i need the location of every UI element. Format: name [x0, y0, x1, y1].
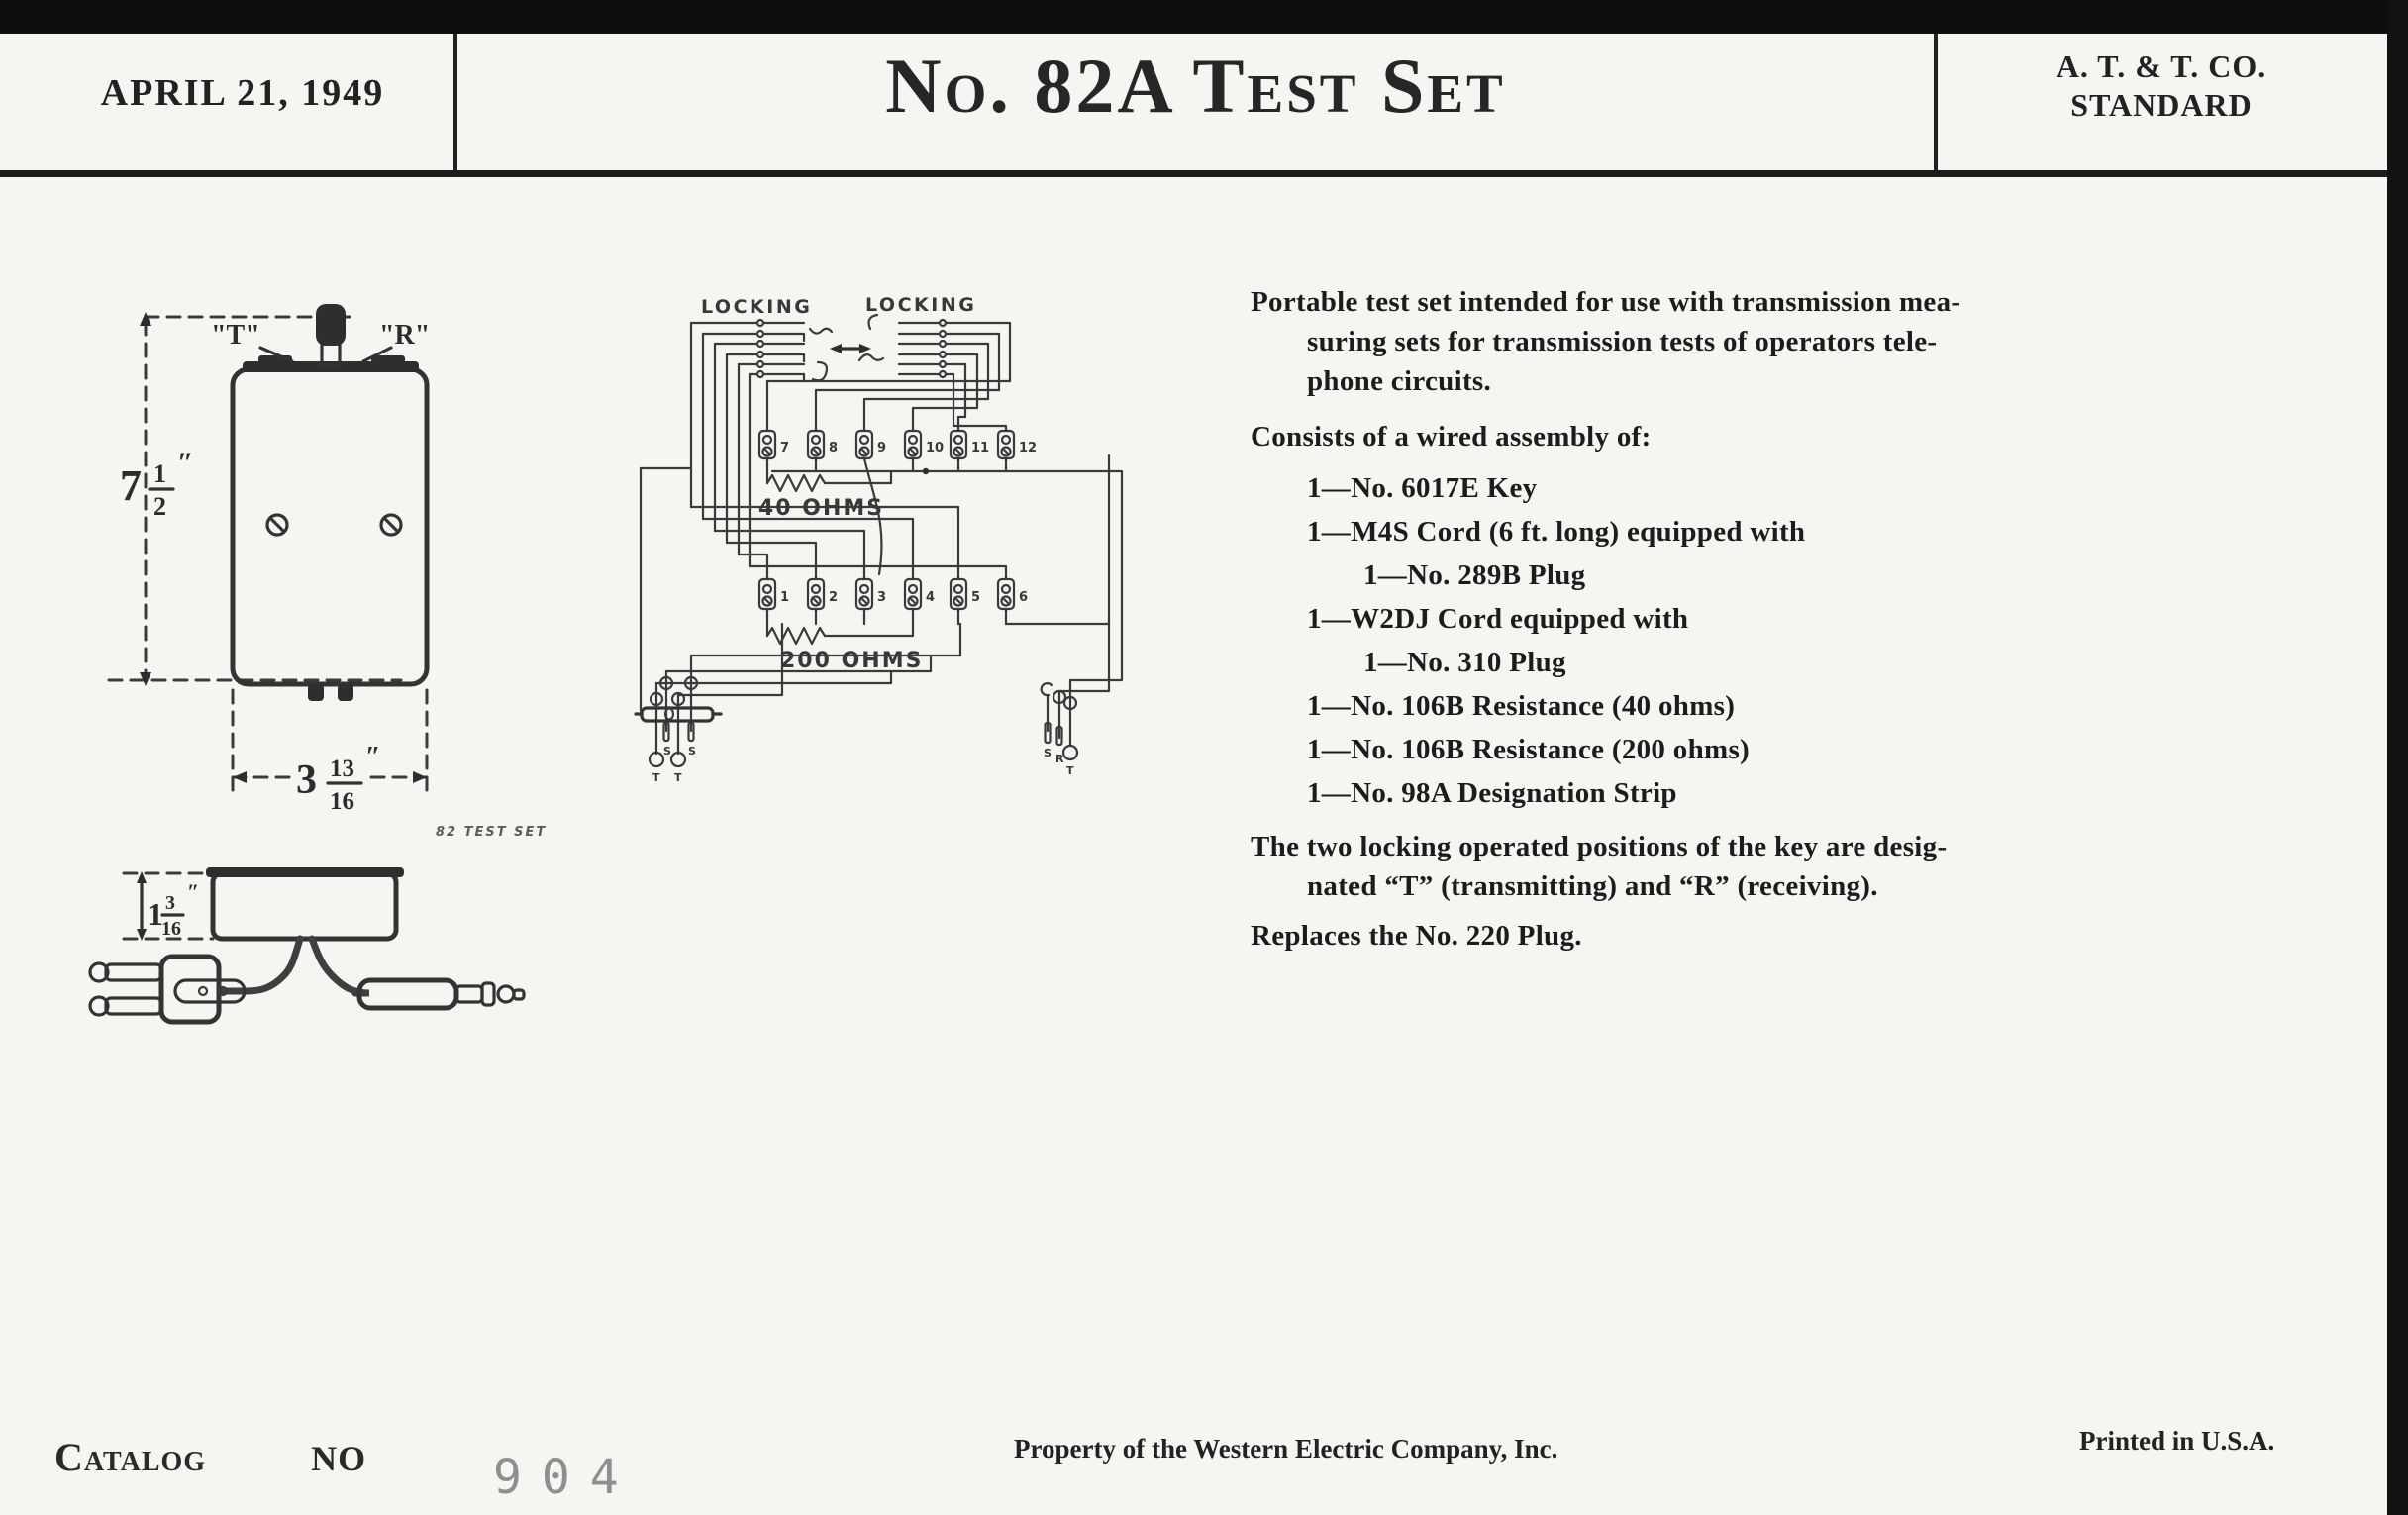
plug-left-s1: S — [663, 745, 671, 758]
catalog-number-stamp: 904 — [493, 1450, 639, 1505]
header-org — [1938, 48, 2385, 125]
header-org-line1: A. T. & T. CO. — [2056, 49, 2267, 84]
list-item-key: 1—No. 6017E Key — [1307, 472, 1538, 504]
t-position-label: "T" — [211, 320, 260, 351]
terminal-5: 5 — [971, 590, 981, 605]
width-dim-den: 16 — [330, 788, 354, 815]
width-dim-num: 13 — [330, 756, 354, 782]
side-dim-den: 16 — [161, 918, 181, 940]
terminal-11: 11 — [971, 441, 990, 455]
terminal-6: 6 — [1019, 590, 1029, 605]
header-bottom-rule — [0, 170, 2387, 177]
side-dim-unit: ″ — [187, 879, 200, 904]
side-dimension — [124, 871, 213, 941]
description-para2-line1: The two locking operated positions of the key are desig- — [1251, 831, 1948, 862]
terminal-12: 12 — [1019, 441, 1038, 455]
header-org-line2: STANDARD — [2070, 87, 2253, 123]
catalog-no-label: NO — [311, 1439, 367, 1478]
side-dim-whole: 1 — [148, 896, 163, 932]
width-dim-unit: ″ — [365, 742, 381, 772]
property-notice: Property of the Western Electric Company, Inc. — [1014, 1434, 1558, 1464]
catalog-number-row — [54, 1434, 366, 1480]
plug-right-r: R — [1055, 753, 1064, 765]
height-dim-unit: ″ — [177, 447, 194, 479]
terminal-9: 9 — [877, 441, 887, 455]
width-dim-whole: 3 — [296, 758, 317, 803]
plug-left-t1: T — [652, 771, 660, 784]
locking-label-right: LOCKING — [865, 294, 977, 316]
test-set-body — [233, 304, 427, 701]
printed-in-usa: Printed in U.S.A. — [2079, 1426, 2275, 1456]
list-item-w2dj-cord: 1—W2DJ Cord equipped with — [1307, 603, 1689, 635]
wiring-lines — [641, 323, 1122, 754]
catalog-label: Catalog — [54, 1435, 207, 1479]
terminal-4: 4 — [926, 590, 936, 605]
resistor-200-label: 200 OHMS — [780, 649, 924, 673]
side-view-drawing — [54, 842, 629, 1069]
scan-black-band-top — [0, 0, 2408, 34]
height-dimension-label — [120, 447, 194, 521]
description-para2-line2: nated “T” (transmitting) and “R” (receiving). — [1307, 870, 1878, 902]
wiring-diagram — [634, 287, 1208, 970]
height-dim-den: 2 — [153, 492, 166, 521]
list-item-310-plug: 1—No. 310 Plug — [1363, 647, 1566, 678]
terminal-10: 10 — [926, 441, 945, 455]
list-item-resistance-200: 1—No. 106B Resistance (200 ohms) — [1307, 734, 1750, 765]
r-position-label: "R" — [379, 320, 431, 351]
terminal-row-bottom — [759, 579, 1028, 609]
drawing-signature: 82 TEST SET — [436, 825, 548, 840]
description-column — [1251, 282, 2379, 956]
terminal-1: 1 — [780, 590, 790, 605]
list-item-resistance-40: 1—No. 106B Resistance (40 ohms) — [1307, 690, 1736, 722]
list-item-designation-strip: 1—No. 98A Designation Strip — [1307, 777, 1677, 809]
terminal-3: 3 — [877, 590, 887, 605]
list-item-m4s-cord: 1—M4S Cord (6 ft. long) equipped with — [1307, 516, 1806, 548]
terminal-7: 7 — [780, 441, 790, 455]
header-date: APRIL 21, 1949 — [100, 72, 385, 114]
description-para1-line2: suring sets for transmission tests of operators tele- — [1307, 326, 1938, 357]
plug-left-s2: S — [688, 745, 696, 758]
scan-black-band-right — [2387, 0, 2408, 1515]
test-set-side-body — [206, 867, 404, 939]
page-title: No. 82A Test Set — [885, 43, 1506, 129]
description-para1-line1: Portable test set intended for use with transmission mea- — [1251, 286, 1961, 318]
front-view-drawing — [94, 292, 629, 852]
plug-right-t: T — [1066, 764, 1074, 777]
resistor-40-label: 40 OHMS — [758, 496, 885, 521]
plug-left-t2: T — [674, 771, 682, 784]
plug-right-s: S — [1044, 747, 1052, 759]
side-dim-num: 3 — [165, 892, 175, 914]
dimension-lines — [109, 312, 427, 792]
terminal-row-top — [759, 431, 1037, 458]
description-replaces: Replaces the No. 220 Plug. — [1251, 920, 1582, 952]
locking-label-left: LOCKING — [701, 296, 813, 318]
list-item-289b-plug: 1—No. 289B Plug — [1363, 559, 1586, 591]
width-dimension-label — [296, 742, 380, 815]
terminal-8: 8 — [829, 441, 839, 455]
height-dim-num: 1 — [153, 459, 166, 488]
description-para1-line3: phone circuits. — [1307, 365, 1492, 397]
single-plug — [359, 980, 524, 1008]
description-consists: Consists of a wired assembly of: — [1251, 421, 1652, 453]
terminal-2: 2 — [829, 590, 839, 605]
height-dim-whole: 7 — [120, 461, 142, 510]
